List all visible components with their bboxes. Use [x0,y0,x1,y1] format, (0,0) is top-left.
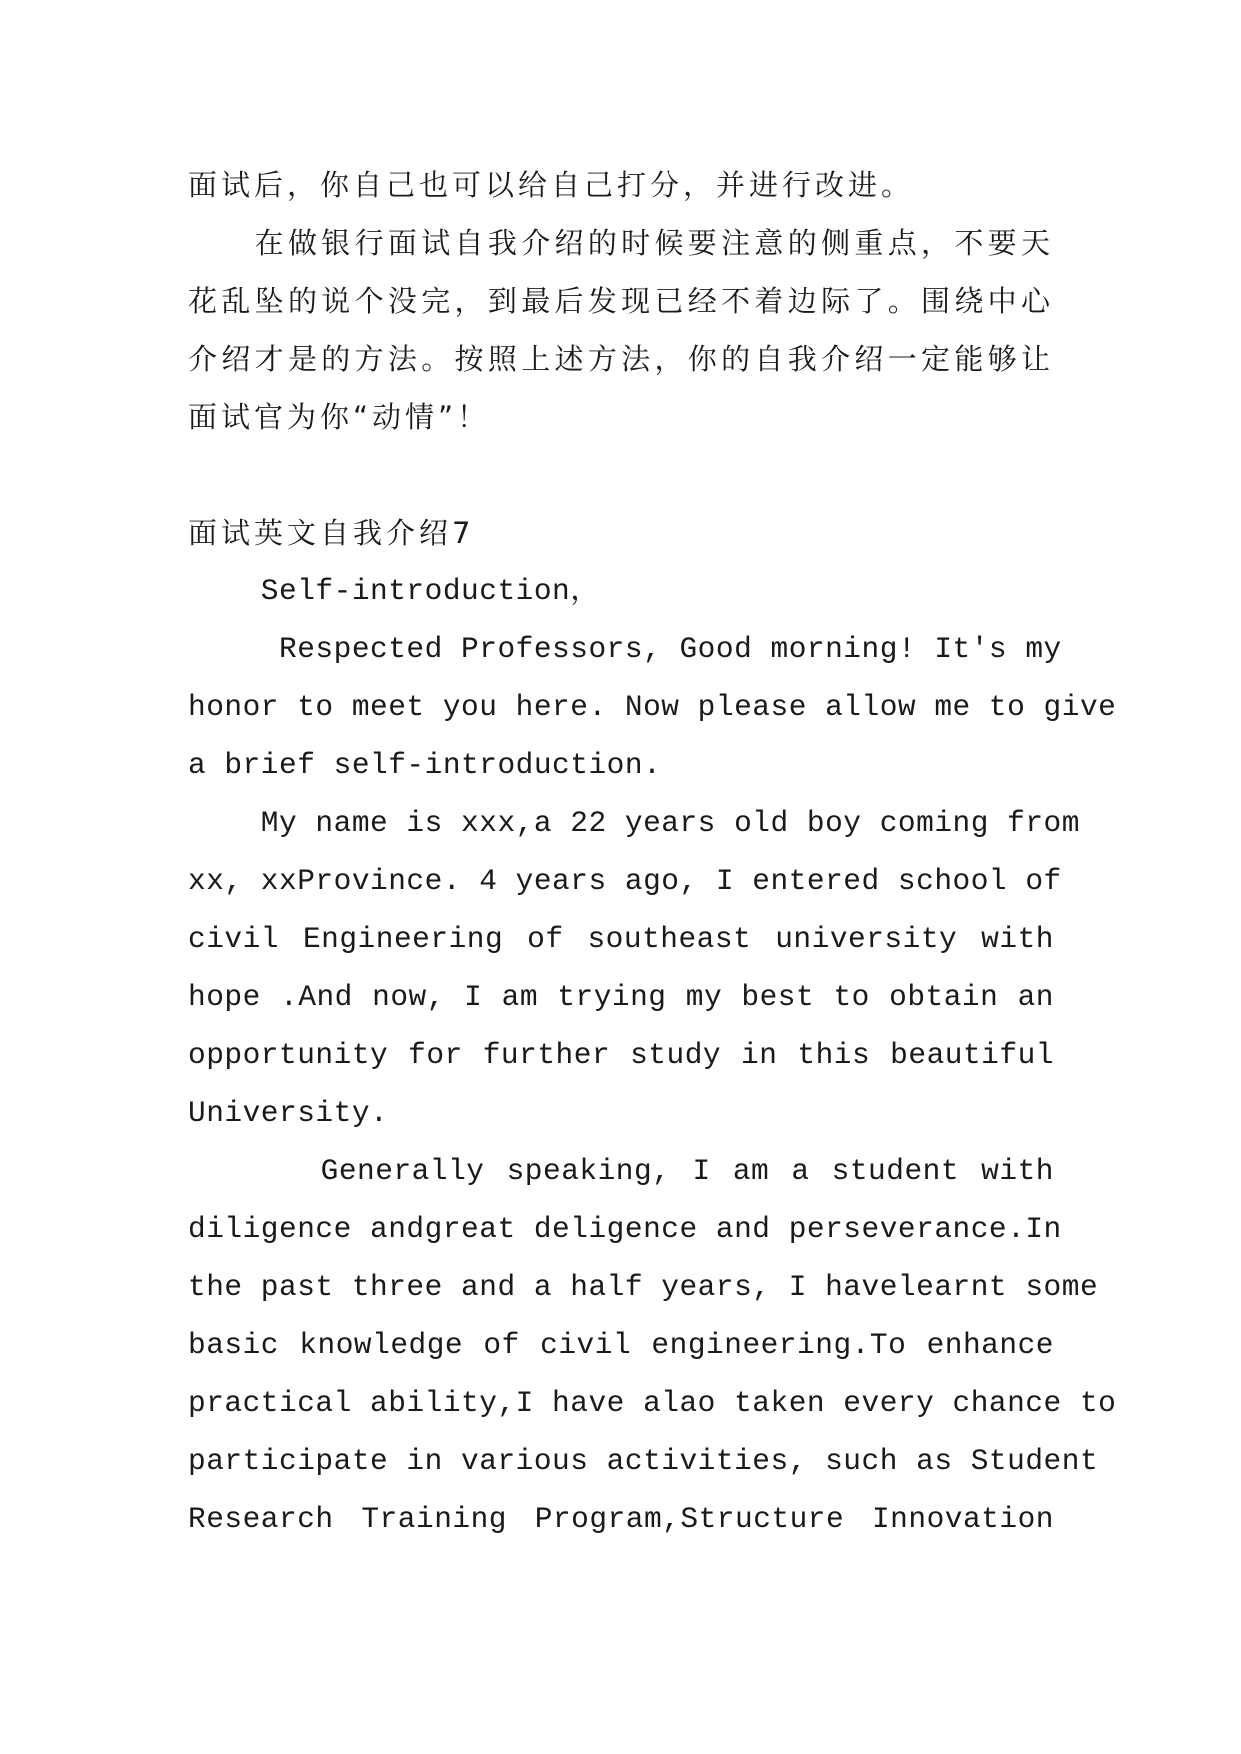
paragraph-line: civil Engineering of southeast university with [188,922,1054,956]
paragraph-line: participate in various activities, such as Student [188,1444,1099,1478]
paragraph-line: 面试官为你“动情”！ [188,400,491,434]
paragraph-line: the past three and a half years, I havelearnt some [188,1270,1099,1304]
paragraph-line: My name is xxx,a 22 years old boy coming from [188,806,1080,840]
paragraph-line: 在做银行面试自我介绍的时候要注意的侧重点，不要天 [188,226,1054,260]
paragraph-line: basic knowledge of civil engineering.To enhance [188,1328,1054,1362]
paragraph-line: a brief self-introduction. [188,748,662,782]
paragraph-line: 面试后，你自己也可以给自己打分，并进行改进。 [188,168,915,202]
paragraph-line: 花乱坠的说个没完，到最后发现已经不着边际了。围绕中心 [188,284,1054,318]
paragraph-line: diligence andgreat deligence and perseverance.In [188,1212,1062,1246]
paragraph-line: honor to meet you here. Now please allow me to give [188,690,1117,724]
paragraph-line: Generally speaking, I am a student with [188,1154,1054,1188]
section-heading: 面试英文自我介绍7 [188,516,475,550]
paragraph-line: practical ability,I have alao taken every chance to [188,1386,1117,1420]
paragraph-line: Respected Professors, Good morning! It's my [188,632,1062,666]
paragraph-line: opportunity for further study in this beautiful [188,1038,1054,1072]
salutation-line: Self-introduction， [188,574,601,608]
paragraph-line: hope .And now, I am trying my best to obtain an [188,980,1054,1014]
paragraph-line: 介绍才是的方法。按照上述方法，你的自我介绍一定能够让 [188,342,1054,376]
paragraph-line: Research Training Program,Structure Innovation [188,1502,1054,1536]
paragraph-line: University. [188,1096,389,1130]
paragraph-line: xx, xxProvince. 4 years ago, I entered school of [188,864,1062,898]
